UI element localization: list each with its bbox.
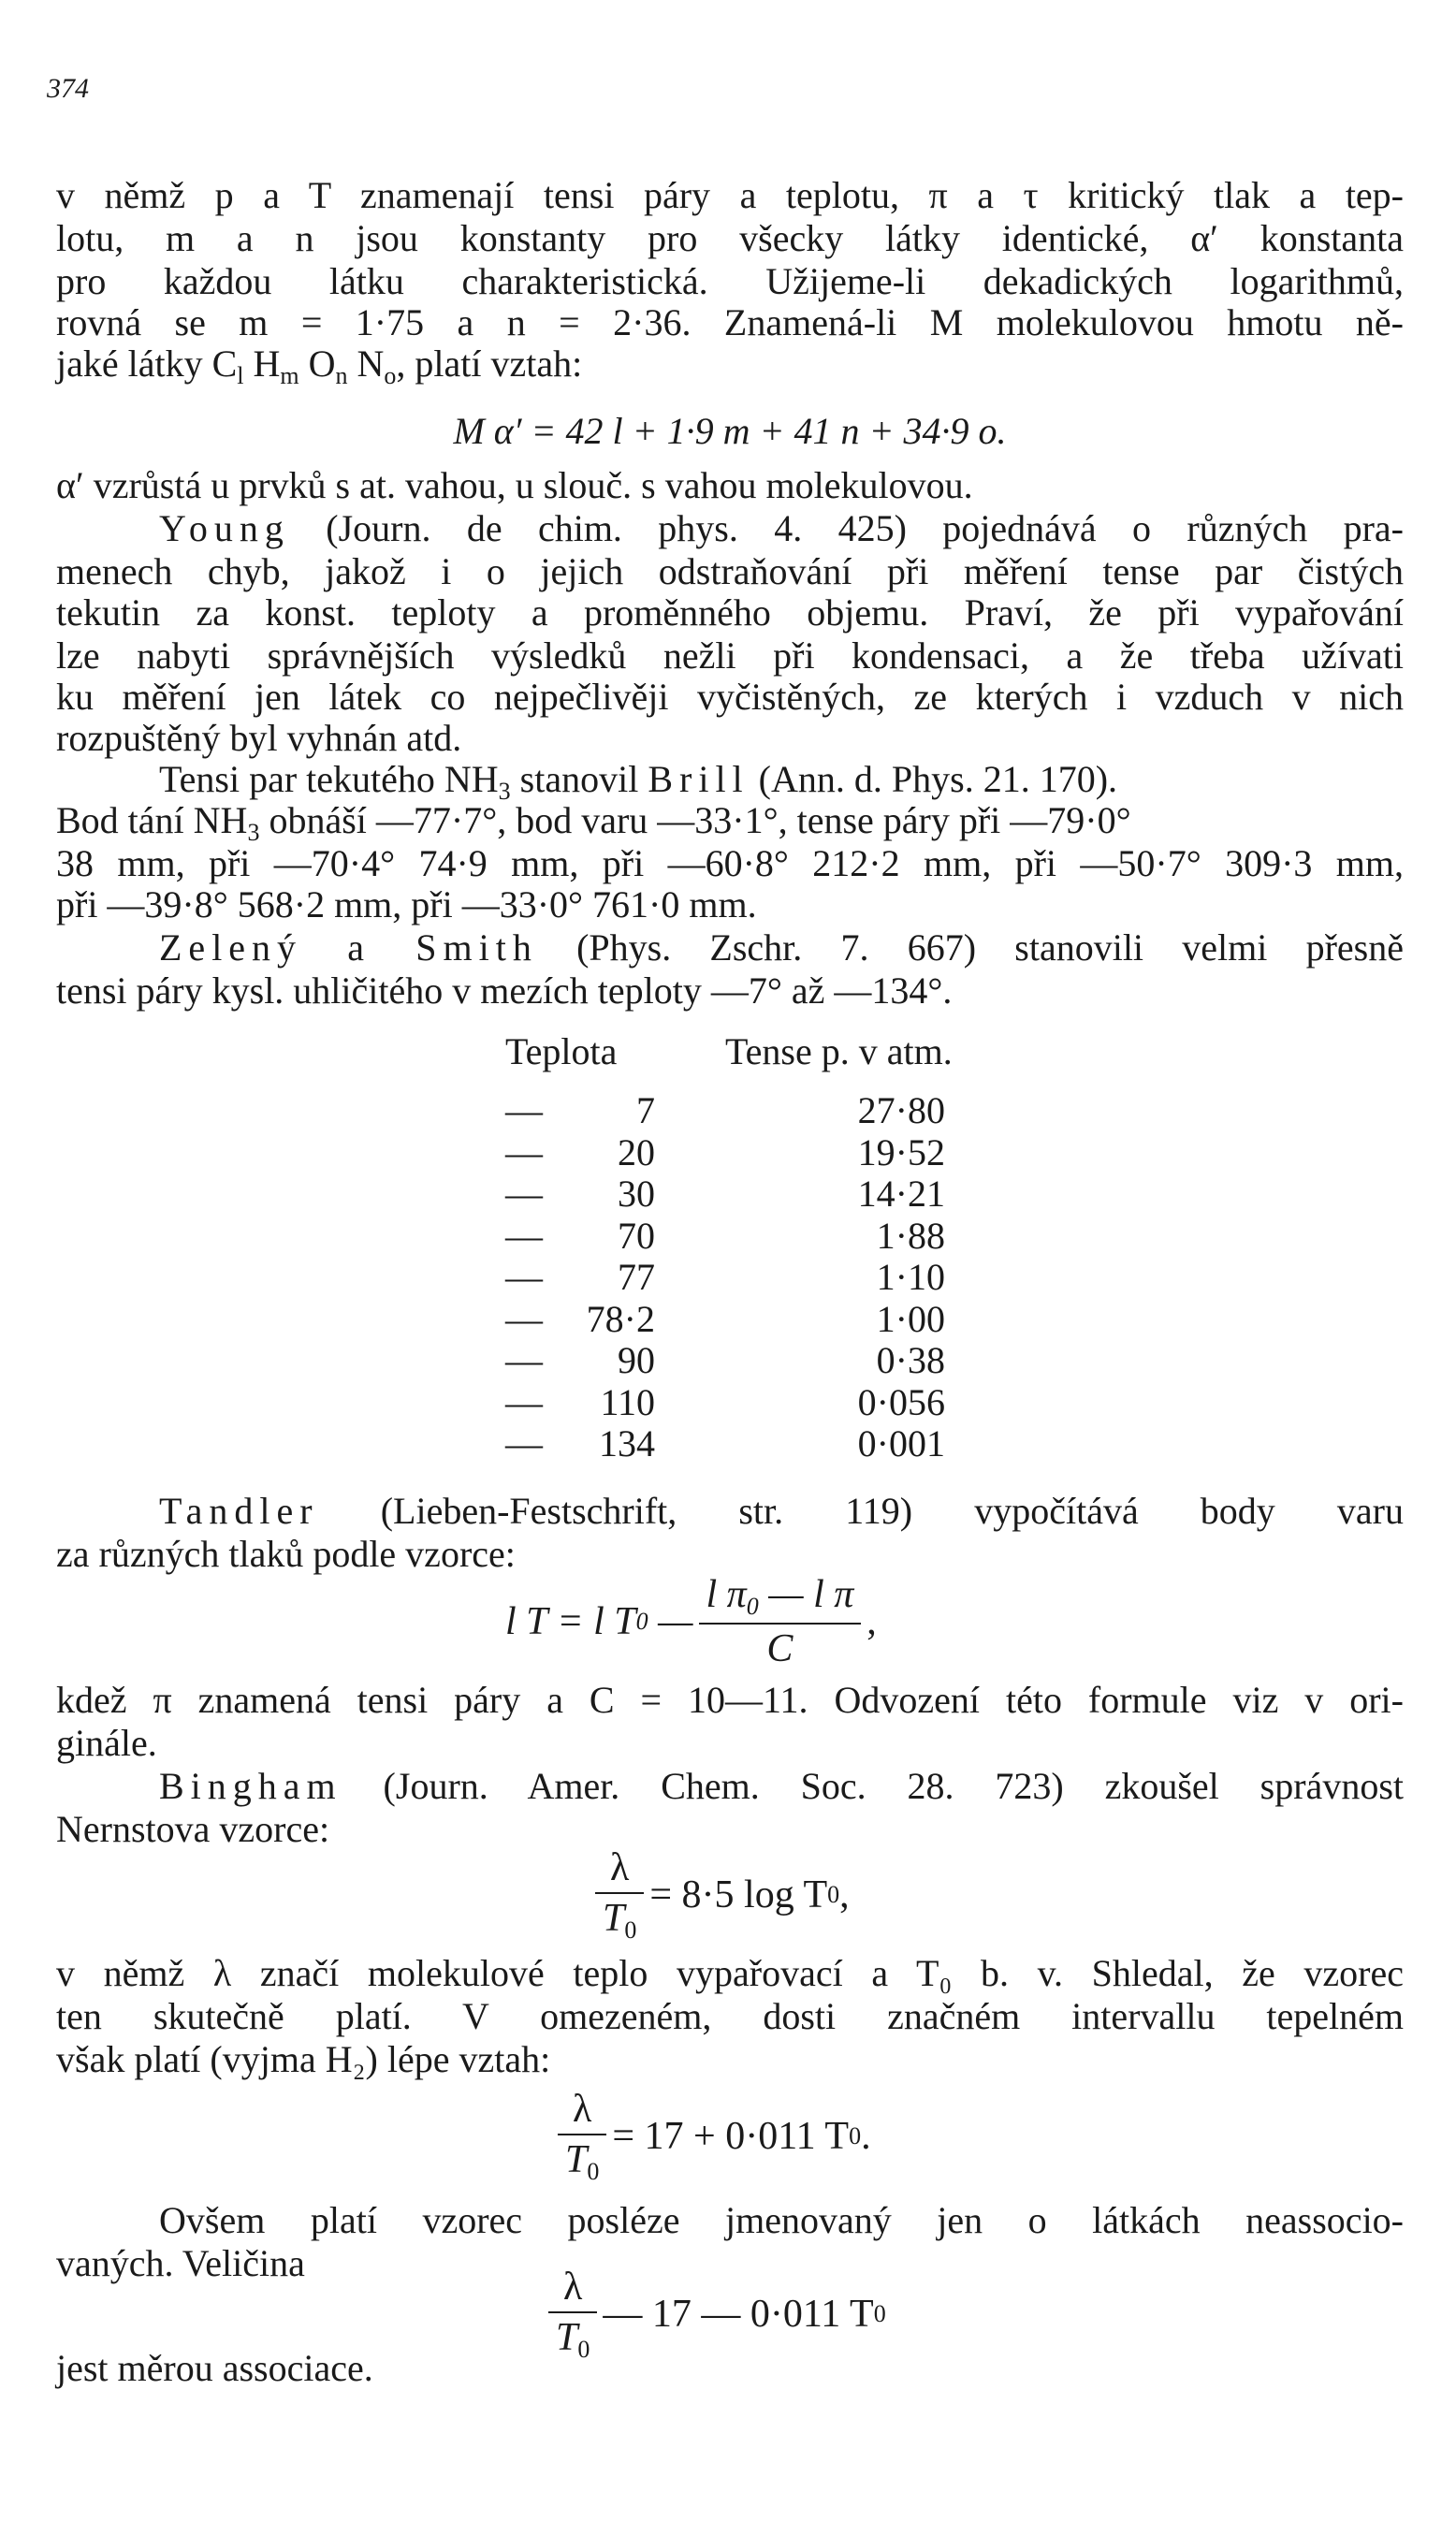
text-fragment: (Journ. de chim. phys. 4. 425) pojednává o různých pra- [289,507,1404,549]
text-line: tekutin za konst. teploty a proměnného objemu. Praví, že při vypařování [56,591,1404,634]
table-column-pressure [795,1090,945,1465]
table-column-temperature [505,1090,692,1465]
text-fragment: (Phys. Zschr. 7. 667) stanovili velmi přesně [537,926,1404,969]
table-row: — 77 [505,1256,655,1298]
table-cell: 19·52 [857,1130,945,1173]
table-row: — 110 [505,1380,655,1423]
text-fragment: (Ann. d. Phys. 21. 170). [749,758,1118,800]
table-row: — 134 [505,1422,655,1465]
table-cell: 0·38 [876,1339,945,1381]
table-cell: 27·80 [857,1089,945,1131]
text-fragment: H [253,342,281,385]
text-line: ku měření jen látek co nejpečlivěji vyčistěných, ze kterých i vzduch v nich [56,676,1404,718]
text-fragment: (Lieben-Festschrift, str. 119) vypočítává body varu [318,1490,1404,1532]
table-row: — 90 [505,1339,655,1381]
subscript: 3 [498,778,511,805]
text-fragment: (Journ. Amer. Chem. Soc. 28. 723) zkoušel správnost [342,1765,1404,1807]
equation-association: $\frac{\lambda}{T_0}$ — 17 — 0·011 T 0 [543,2265,886,2364]
text-line: lotu, m a n jsou konstanty pro všecky látky identické, α′ konstanta [56,217,1404,259]
text-line [56,1765,1404,1808]
equation-molecular: M α′ = 42 l + 1·9 m + 41 n + 34·9 o. [453,410,1007,452]
page-number: 374 [47,73,89,104]
text-line [56,926,1404,969]
table-header-pressure: Tense p. v atm. [725,1030,953,1072]
subscript: n [335,362,348,389]
text-fragment: , platí vztah: [396,342,583,385]
author-name: Tandler [159,1490,319,1532]
text-line: jest měrou associace. [56,2347,373,2389]
table-row: — 30 [505,1173,655,1215]
text-line: Nernstova vzorce: [56,1808,330,1850]
table-cell: 1·10 [876,1256,945,1298]
text-line: však platí (vyjma H₂) lépe vztah: [56,2038,551,2080]
text-line [56,1490,1404,1533]
text-line [56,342,1404,398]
table-cell: 1·88 [876,1214,945,1257]
table-cell: 1·00 [876,1297,945,1340]
author-name: Zelený a Smith [159,926,538,969]
table-cell: 14·21 [857,1173,945,1215]
text-line: za různých tlaků podle vzorce: [56,1533,516,1575]
text-line: pro každou látku charakteristická. Užijeme-li dekadických logarithmů, [56,260,1404,302]
author-name: Young [159,507,290,549]
text-line: rovná se m = 1·75 a n = 2·36. Znamená-li M molekulovou hmotu ně- [56,301,1404,343]
text-line: ginále. [56,1722,157,1764]
text-line: v němž p a T znamenají tensi páry a teplotu, π a τ kritický tlak a tep- [56,174,1404,216]
table-cell: 0·056 [857,1380,945,1423]
subscript: o [384,362,397,389]
author-name: Bingham [159,1765,342,1807]
text-fragment: jaké látky C [56,342,238,385]
text-line [56,507,1404,550]
table-header-temperature: Teplota [505,1030,618,1072]
text-line: lze nabyti správnějších výsledků nežli při kondensaci, a že třeba užívati [56,634,1404,677]
text-line: 38 mm, při —70·4° 74·9 mm, při —60·8° 212·2 mm, při —50·7° 309·3 mm, [56,842,1404,884]
text-line: tensi páry kysl. uhličitého v mezích teploty —7° až —134°. [56,969,953,1012]
text-fragment: Bod tání NH [56,799,248,841]
text-fragment: Tensi par tekutého NH [159,758,499,800]
text-line: kdež π znamená tensi páry a C = 10—11. Odvození této formule viz v ori- [56,1679,1404,1721]
subscript: l [237,362,244,389]
text-fragment: obnáší —77·7°, bod varu —33·1°, tense páry při —79·0° [259,799,1131,841]
table-row: — 20 [505,1130,655,1173]
table-row: — 7 [505,1089,655,1131]
text-line: Ovšem platí vzorec posléze jmenovaný jen o látkách neassocio- [159,2199,1404,2241]
text-line: vaných. Veličina [56,2242,305,2284]
table-row: — 78·2 [505,1297,655,1340]
table-row: — 70 [505,1214,655,1257]
equation-nernst: $\frac{\lambda}{T_0}$ = 8·5 log T 0 , [590,1845,850,1945]
subscript: 3 [247,819,260,846]
author-name: Brill [648,758,750,800]
text-line: α′ vzrůstá u prvků s at. vahou, u slouč. s vahou molekulovou. [56,464,973,506]
table-cell: 0·001 [857,1422,945,1465]
subscript: m [280,362,299,389]
text-line: menech chyb, jakož i o jejich odstraňování při měření tense par čistých [56,550,1404,592]
text-fragment: O [308,342,336,385]
text-line: rozpuštěný byl vyhnán atd. [56,717,462,759]
text-line: při —39·8° 568·2 mm, při —33·0° 761·0 mm. [56,883,757,925]
text-line: v němž λ značí molekulové teplo vypařovací a T₀ b. v. Shledal, že vzorec [56,1952,1404,1994]
text-fragment: N [357,342,385,385]
equation-tandler: l T = l T 0 — $\frac{l \pi_0 — l \pi}{C}$ , [505,1573,877,1670]
equation-bingham: $\frac{\lambda}{T_0}$ = 17 + 0·011 T 0 . [552,2087,871,2186]
text-fragment: stanovil [510,758,648,800]
text-line: ten skutečně platí. V omezeném, dosti značném intervallu tepelném [56,1995,1404,2037]
